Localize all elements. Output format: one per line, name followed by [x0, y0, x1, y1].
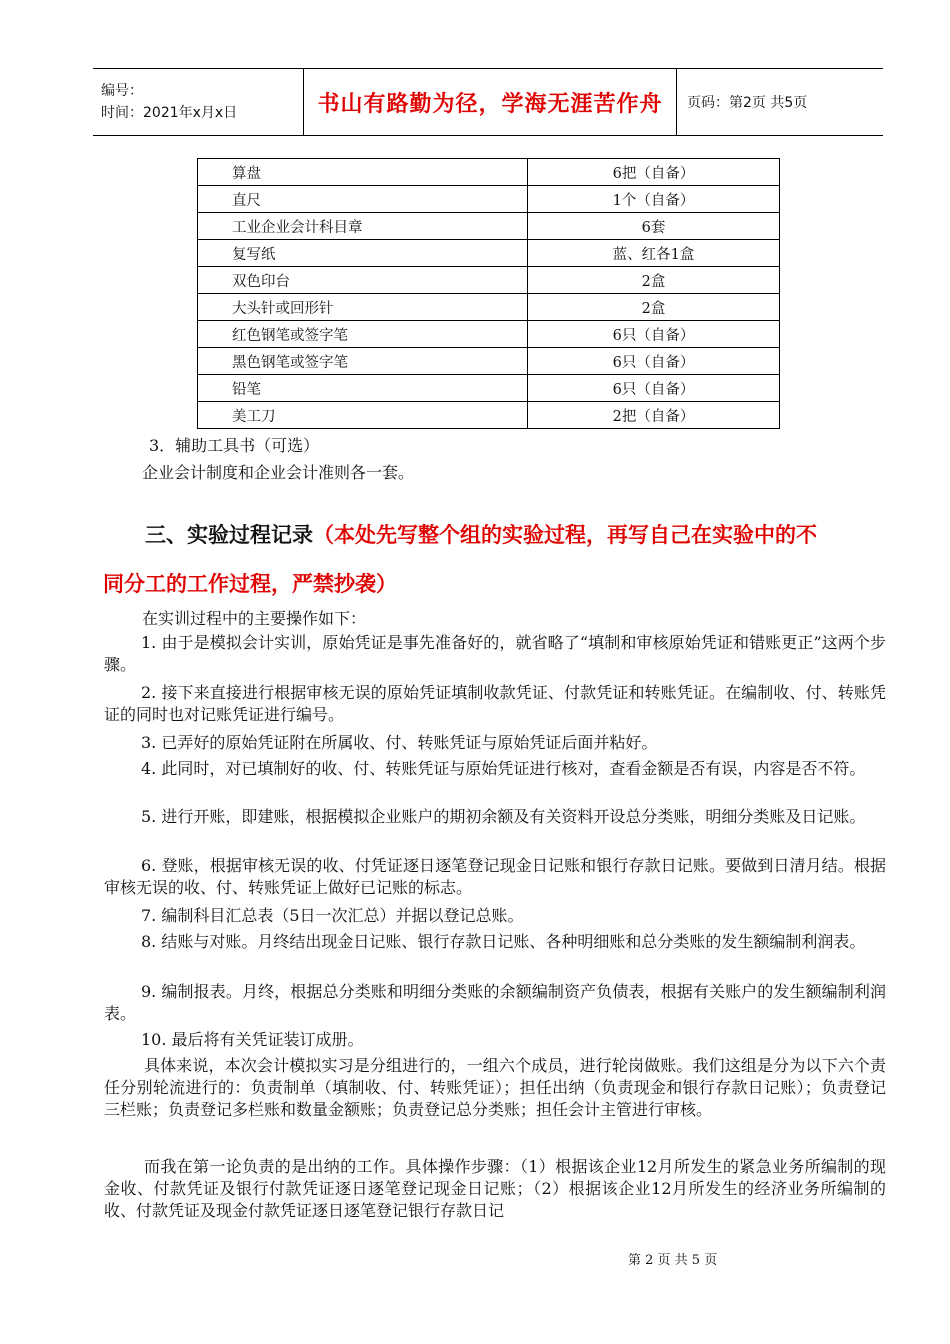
tool-name: 工业企业会计科目章 — [198, 213, 528, 240]
tools-row — [198, 375, 780, 402]
header-page-label: 页码：第2页 共5页 — [677, 69, 884, 136]
step-7: 7. 编制科目汇总表（5日一次汇总）并据以登记总账。 — [141, 906, 524, 925]
tool-name: 复写纸 — [198, 240, 528, 267]
tool-name: 大头针或回形针 — [198, 294, 528, 321]
tool-quantity: 2把（自备） — [528, 402, 780, 429]
step-5: 5. 进行开账，即建账，根据模拟企业账户的期初余额及有关资料开设总分类账，明细分类账及日记账。 — [141, 807, 866, 826]
tool-quantity: 蓝、红各1盒 — [528, 240, 780, 267]
header-motto: 书山有路勤为径，学海无涯苦作舟 — [304, 69, 677, 136]
aux-heading: 3．辅助工具书（可选） — [149, 436, 320, 455]
tools-row — [198, 348, 780, 375]
time-label: 时间：2021年x月x日 — [101, 105, 238, 121]
tool-quantity: 1个（自备） — [528, 186, 780, 213]
step-3: 3. 已弄好的原始凭证附在所属收、付、转账凭证与原始凭证后面并粘好。 — [141, 733, 658, 752]
tool-name: 美工刀 — [198, 402, 528, 429]
tool-name: 红色钢笔或签字笔 — [198, 321, 528, 348]
page-footer: 第 2 页 共 5 页 — [628, 1253, 718, 1268]
section-title-line2: 同分工的工作过程，严禁抄袭） — [103, 572, 397, 596]
section-title-line1 — [145, 519, 817, 549]
step-10: 10. 最后将有关凭证装订成册。 — [141, 1030, 364, 1049]
page-header — [93, 68, 883, 136]
section-title-note: （本处先写整个组的实验过程，再写自己在实验中的不 — [313, 523, 817, 547]
tool-name: 算盘 — [198, 159, 528, 186]
tool-name: 双色印台 — [198, 267, 528, 294]
tool-quantity: 2盒 — [528, 267, 780, 294]
aux-text: 企业会计制度和企业会计准则各一套。 — [142, 463, 415, 482]
tools-row — [198, 294, 780, 321]
step-2: 2. 接下来直接进行根据审核无误的原始凭证填制收款凭证、付款凭证和转账凭证。在编制收、付、转账凭证的同时也对记账凭证进行编号。 — [104, 683, 886, 724]
tool-quantity: 6只（自备） — [528, 375, 780, 402]
tool-name: 铅笔 — [198, 375, 528, 402]
step-4: 4. 此同时，对已填制好的收、付、转账凭证与原始凭证进行核对，查看金额是否有误，内容是否不符。 — [141, 759, 866, 778]
tool-quantity: 6只（自备） — [528, 348, 780, 375]
step-8: 8. 结账与对账。月终结出现金日记账、银行存款日记账、各种明细账和总分类账的发生额编制利润表。 — [141, 932, 866, 951]
tools-row — [198, 213, 780, 240]
tool-quantity: 6套 — [528, 213, 780, 240]
paragraph-my-work: 而我在第一论负责的是出纳的工作。具体操作步骤：（1）根据该企业12月所发生的紧急业务所编制的现金收、付款凭证及银行付款凭证逐日逐笔登记现金日记账；（2）根据该企业12月所发生的经济业务所编制的收、付款凭证及现金付款凭证逐日逐笔登记银行存款日记 — [104, 1157, 886, 1220]
step-1: 1. 由于是模拟会计实训，原始凭证是事先准备好的，就省略了“填制和审核原始凭证和错账更正”这两个步骤。 — [104, 633, 886, 674]
header-meta — [93, 69, 304, 136]
tool-name: 黑色钢笔或签字笔 — [198, 348, 528, 375]
tools-row — [198, 240, 780, 267]
paragraph-group-work: 具体来说，本次会计模拟实习是分组进行的，一组六个成员，进行轮岗做账。我们这组是分为以下六个责任分别轮流进行的：负责制单（填制收、付、转账凭证）；担任出纳（负责现金和银行存款日记账）；负责登记三栏账；负责登记多栏账和数量金额账；负责登记总分类账；担任会计主管进行审核。 — [104, 1056, 886, 1119]
tools-table — [197, 158, 780, 429]
tools-row — [198, 402, 780, 429]
tools-row — [198, 186, 780, 213]
step-6: 6. 登账，根据审核无误的收、付凭证逐日逐笔登记现金日记账和银行存款日记账。要做到日清月结。根据审核无误的收、付、转账凭证上做好已记账的标志。 — [104, 856, 886, 897]
tools-row — [198, 321, 780, 348]
number-label: 编号： — [101, 83, 143, 99]
tool-quantity: 6只（自备） — [528, 321, 780, 348]
intro-text: 在实训过程中的主要操作如下： — [142, 609, 367, 628]
tools-row — [198, 159, 780, 186]
section-title-main: 三、实验过程记录 — [145, 523, 313, 547]
step-9: 9. 编制报表。月终，根据总分类账和明细分类账的余额编制资产负债表，根据有关账户的发生额编制利润表。 — [104, 982, 886, 1023]
tool-name: 直尺 — [198, 186, 528, 213]
tools-row — [198, 267, 780, 294]
tool-quantity: 2盒 — [528, 294, 780, 321]
tool-quantity: 6把（自备） — [528, 159, 780, 186]
